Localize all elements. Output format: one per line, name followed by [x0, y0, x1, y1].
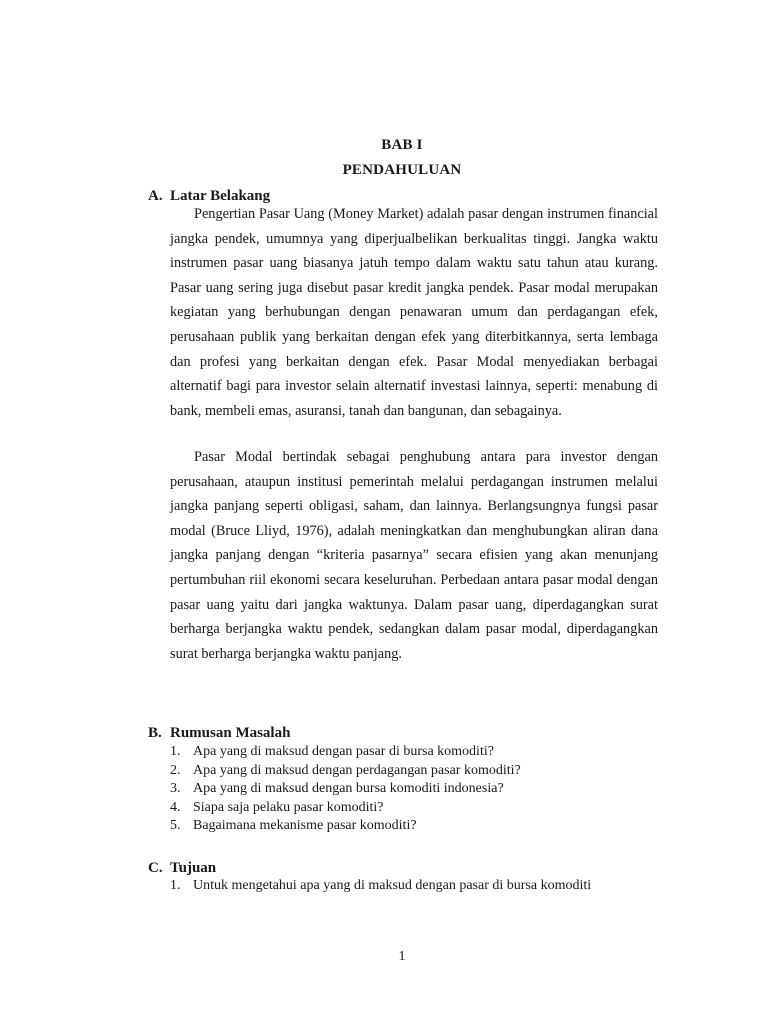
paragraph-pasar-uang: Pengertian Pasar Uang (Money Market) adalah pasar dengan instrumen financial jangka pendek, umumnya yang diperjualbelikan berkualitas tinggi. Jangka waktu instrumen pasar uang biasanya jatuh tempo dalam waktu satu tahun atau kurang. Pasar uang sering juga disebut pasar kredit jangka pendek. Pasar modal merupakan kegiatan yang berhubungan dengan penawaran umum dan perdagangan efek, perusahaan publik yang berkaitan dengan efek yang diterbitkannya, serta lembaga dan profesi yang berkaitan dengan efek. Pasar Modal menyediakan berbagai alternatif bagi para investor selain alternatif investasi lainnya, seperti: menabung di bank, membeli emas, asuransi, tanah dan bangunan, dan sebagainya.	[170, 206, 658, 419]
problem-list	[170, 743, 521, 836]
list-number: 1.	[170, 878, 181, 893]
section-letter: C.	[148, 860, 163, 876]
list-number: 4.	[170, 799, 181, 815]
list-text: Apa yang di maksud dengan bursa komoditi indonesia?	[193, 781, 504, 797]
section-title: Latar Belakang	[170, 188, 271, 204]
paragraph-pasar-modal: Pasar Modal bertindak sebagai penghubung antara para investor dengan perusahaan, ataupun institusi pemerintah melalui perdagangan instrumen melalui jangka panjang seperti obligasi, saham, dan lainnya. Berlangsungnya fungsi pasar modal (Bruce Lliyd, 1976), adalah meningkatkan dan menghubungkan aliran dana jangka panjang dengan “kriteria pasarnya” secara efisien yang akan menunjang pertumbuhan riil ekonomi secara keseluruhan. Perbedaan antara pasar modal dengan pasar uang yaitu dari jangka waktunya. Dalam pasar uang, diperdagangkan surat berharga berjangka waktu pendek, sedangkan dalam pasar modal, diperdagangkan surat berharga berjangka waktu panjang.	[170, 449, 658, 662]
objective-list	[170, 877, 591, 896]
chapter-title: PENDAHULUAN	[342, 162, 462, 178]
section-title: Tujuan	[170, 860, 217, 876]
section-letter: A.	[148, 188, 163, 204]
list-item	[170, 743, 521, 762]
list-number: 5.	[170, 818, 181, 834]
section-letter: B.	[148, 725, 162, 741]
list-text: Apa yang di maksud dengan perdagangan pasar komoditi?	[193, 762, 521, 778]
list-item	[170, 780, 521, 799]
list-item	[170, 799, 521, 818]
list-number: 3.	[170, 781, 181, 797]
list-text: Siapa saja pelaku pasar komoditi?	[193, 799, 384, 815]
chapter-label: BAB I	[381, 137, 423, 153]
list-number: 1.	[170, 744, 181, 759]
section-heading-tujuan	[148, 860, 216, 877]
list-text: Untuk mengetahui apa yang di maksud dengan pasar di bursa komoditi	[193, 878, 592, 893]
list-item	[170, 817, 521, 836]
section-title: Rumusan Masalah	[170, 725, 291, 741]
section-heading-rumusan-masalah	[148, 725, 290, 742]
list-item	[170, 877, 591, 896]
list-item	[170, 762, 521, 781]
list-text: Bagaimana mekanisme pasar komoditi?	[193, 818, 417, 834]
list-number: 2.	[170, 762, 181, 778]
page-number: 1	[398, 949, 406, 964]
list-text: Apa yang di maksud dengan pasar di bursa komoditi?	[193, 744, 494, 759]
